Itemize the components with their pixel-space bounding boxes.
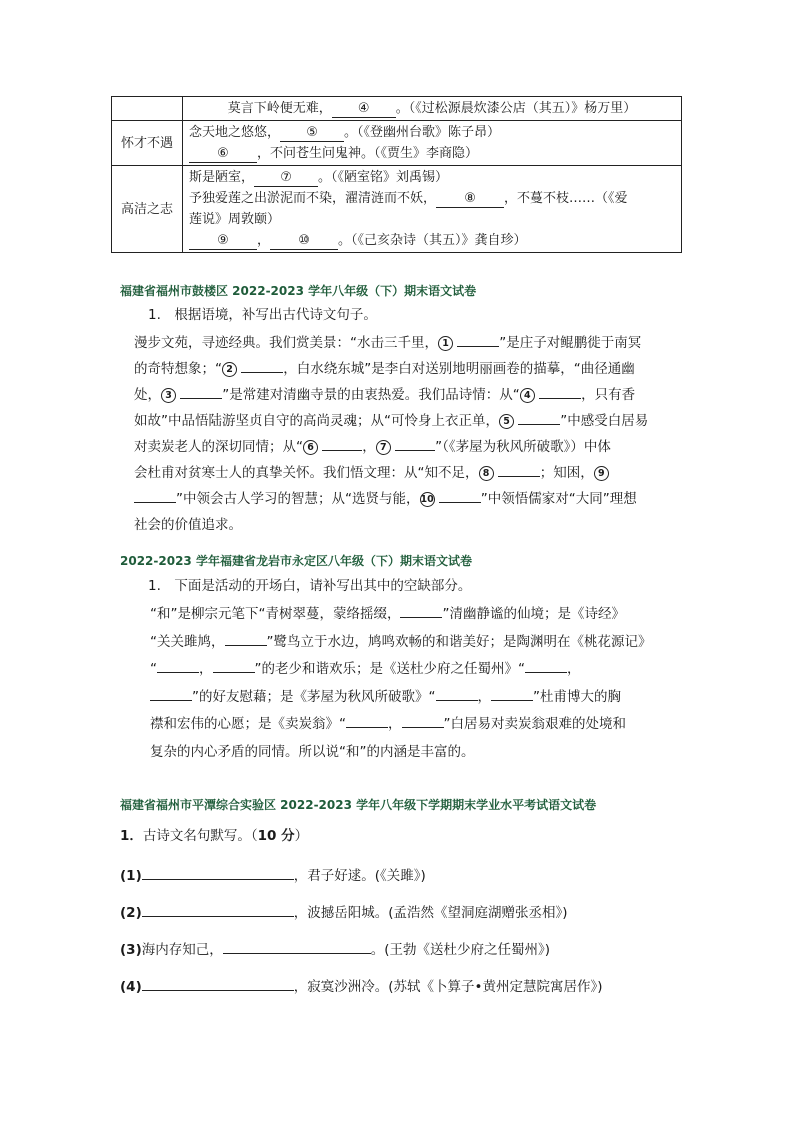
section-heading: 2022-2023 学年福建省龙岩市永定区八年级（下）期末语文试卷: [120, 554, 472, 568]
category-cell: 怀才不遇: [112, 121, 183, 166]
blank-5: ⑤: [280, 124, 344, 142]
table-row: [112, 121, 682, 166]
question-paragraph: 漫步文苑，寻迹经典。我们赏美景：“水击三千里， 1 ”是庄子对鲲鹏徙于南冥 的奇特想象；“ 2 ，白水绕东城”是李白对送别地明丽画卷的描摹，“曲径通幽 处， 3 ”是常建对清幽寺景的由衷热爱。我们品诗情：从“ 4 ，只有香 如故”中品悟陆游坚贞自守的高尚灵魂；从“可怜身上衣正单， 5 ”中感受白居易 对卖炭老人的深切同情；从“ 6 ， 7 ”（《茅屋为秋风所破歌》）中体 会杜甫对贫寒士人的真挚关怀。我们悟文理：从“知不足， 8 ；知困， 9 ”中领会古人学习的智慧；从“选贤与能，10 ”中领悟儒家对“大同”理想 社会的价值追求。: [134, 330, 674, 538]
fill-item-4: (4) ，寂寞沙洲冷。(苏轼《卜算子•黄州定慧院寓居作》): [120, 974, 602, 997]
blank-8: ⑧: [436, 190, 504, 208]
fill-item-1: (1) ，君子好逑。(《关雎》): [120, 863, 426, 886]
marker-2: 2: [222, 362, 237, 377]
marker-1: 1: [438, 336, 453, 351]
marker-5: 5: [499, 414, 514, 429]
quotes-table: [111, 96, 682, 253]
marker-10: 10: [420, 494, 434, 505]
table-row: [112, 166, 682, 253]
section-heading: 福建省福州市鼓楼区 2022-2023 学年八年级（下）期末语文试卷: [120, 284, 477, 298]
blank-6: ⑥: [189, 145, 257, 163]
blank-9: ⑨: [189, 232, 257, 250]
table-line: 莲说》周敦颐）: [189, 212, 281, 227]
question-text: 1．古诗文名句默写。（10 分）: [120, 828, 309, 844]
lines-cell: [183, 97, 682, 121]
blank-4: ④: [332, 100, 396, 118]
table-line: 予独爱莲之出淤泥而不染，濯清涟而不妖， ⑧ ，不蔓不枝……（《爱: [189, 191, 628, 206]
table-row: [112, 97, 682, 121]
lines-cell: [183, 121, 682, 166]
category-cell: [112, 97, 183, 121]
fill-item-3: (3)海内存知己， 。(王勃《送杜少府之任蜀州》): [120, 937, 550, 960]
question-text: 1. 下面是活动的开场白，请补写出其中的空缺部分。: [148, 578, 472, 594]
table-line: 莫言下岭便无难， ④ 。（《过松源晨炊漆公店（其五）》杨万里）: [227, 101, 637, 116]
table-line: ⑨ ， ⑩ 。（《己亥杂诗（其五）》龚自珍）: [189, 230, 675, 251]
question-paragraph: “和”是柳宗元笔下“青树翠蔓，蒙络摇缀， ”清幽静谧的仙境；是《诗经》 “关关雎鸠， ”鹭鸟立于水边，鸠鸣欢畅的和谐美好；是陶渊明在《桃花源记》 “ ， ”的老少和谐欢乐；是《送杜少府之任蜀州》“ ， ”的好友慰藉；是《茅屋为秋风所破歌》“ ， ”杜甫博大的胸 襟和宏伟的心愿；是《卖炭翁》“ ， ”白居易对卖炭翁艰难的处境和 复杂的内心矛盾的同情。所以说“和”的内涵是丰富的。: [150, 601, 690, 766]
marker-6: 6: [303, 440, 318, 455]
blank-7: ⑦: [254, 169, 318, 187]
marker-7: 7: [376, 440, 391, 455]
category-cell: 高洁之志: [112, 166, 183, 253]
marker-4: 4: [520, 388, 535, 403]
answer-blank: [223, 937, 371, 954]
table-line: ⑥ ，不问苍生问鬼神。（《贾生》李商隐）: [189, 143, 675, 164]
answer-blank: [142, 863, 294, 880]
answer-blank: [142, 974, 294, 991]
marker-8: 8: [479, 466, 494, 481]
table-line: 斯是陋室， ⑦ 。（《陋室铭》刘禹锡）: [189, 170, 449, 185]
question-text: 1. 根据语境，补写出古代诗文句子。: [148, 307, 377, 323]
marker-9: 9: [594, 466, 609, 481]
fill-item-2: (2) ，波撼岳阳城。(孟浩然《望洞庭湖赠张丞相》): [120, 900, 568, 923]
table-line: 念天地之悠悠， ⑤ 。（《登幽州台歌》陈子昂）: [189, 125, 501, 140]
section-heading: 福建省福州市平潭综合实验区 2022-2023 学年八年级下学期期末学业水平考试语文试卷: [120, 798, 597, 812]
answer-blank: [142, 900, 294, 917]
marker-3: 3: [161, 388, 176, 403]
lines-cell: [183, 166, 682, 253]
blank-10: ⑩: [270, 232, 338, 250]
